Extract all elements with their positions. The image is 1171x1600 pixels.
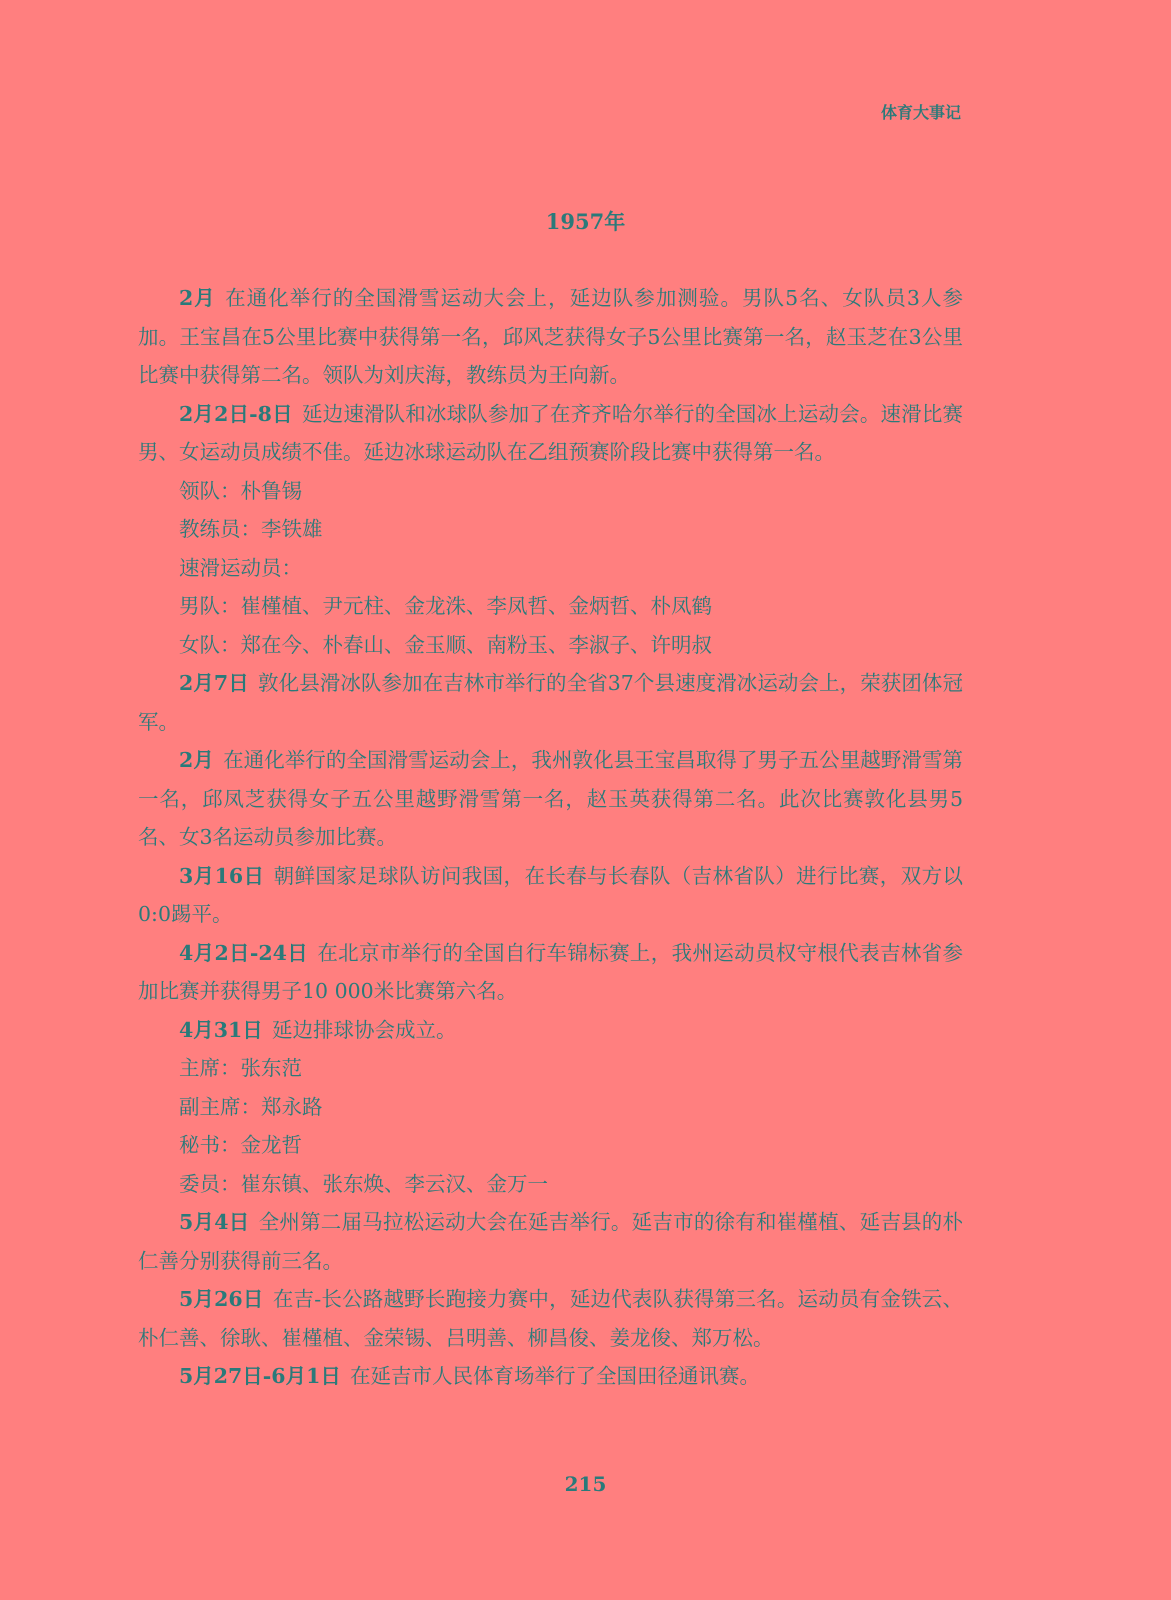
roster-line: 速滑运动员： — [179, 555, 302, 580]
entry-text: 朝鲜国家足球队访问我国，在长春与长春队（吉林省队）进行比赛，双方以0:0踢平。 — [138, 863, 963, 926]
entry-date: 5月27日-6月1日 — [179, 1364, 341, 1388]
chronicle-entry — [138, 664, 963, 741]
roster-line: 男队：崔槿植、尹元柱、金龙洙、李凤哲、金炳哲、朴凤鹤 — [179, 594, 712, 618]
entry-text: 延边速滑队和冰球队参加了在齐齐哈尔举行的全国冰上运动会。速滑比赛男、女运动员成绩不佳。延边冰球运动队在乙组预赛阶段比赛中获得第一名。 — [138, 401, 963, 464]
entry-date: 5月4日 — [179, 1210, 250, 1234]
chronicle-entry — [138, 741, 963, 857]
chronicle-entry — [138, 1011, 963, 1050]
roster-line: 教练员：李铁雄 — [179, 517, 323, 541]
entry-text: 在北京市举行的全国自行车锦标赛上，我州运动员权守根代表吉林省参加比赛并获得男子10 000米比赛第六名。 — [138, 940, 963, 1003]
chronicle-entry — [138, 1280, 963, 1357]
chronicle-entry — [138, 1203, 963, 1280]
entry-date: 2月 — [179, 286, 216, 310]
chronicle-entry — [138, 857, 963, 934]
roster-line: 秘书：金龙哲 — [179, 1133, 302, 1157]
page-title: 1957年 — [545, 209, 626, 234]
roster-line: 领队：朴鲁锡 — [179, 478, 302, 503]
entry-text: 在通化举行的全国滑雪运动大会上，延边队参加测验。男队5名、女队员3人参加。王宝昌在5公里比赛中获得第一名，邱风芝获得女子5公里比赛第一名，赵玉芝在3公里比赛中获得第二名。领队为刘庆海，教练员为王向新。 — [138, 286, 963, 387]
entry-text: 敦化县滑冰队参加在吉林市举行的全省37个县速度滑冰运动会上，荣获团体冠军。 — [138, 671, 963, 734]
roster-line: 副主席：郑永路 — [179, 1094, 323, 1119]
entry-date: 4月31日 — [179, 1017, 263, 1042]
roster-line: 委员：崔东镇、张东焕、李云汉、金万一 — [179, 1171, 548, 1196]
entry-date: 3月16日 — [179, 863, 265, 888]
entry-text: 在通化举行的全国滑雪运动会上，我州敦化县王宝昌取得了男子五公里越野滑雪第一名，邱凤芝获得女子五公里越野滑雪第一名，赵玉英获得第二名。此次比赛敦化县男5名、女3名运动员参加比赛。 — [138, 748, 963, 849]
entry-text: 延边排球协会成立。 — [272, 1017, 457, 1042]
entry-text: 全州第二届马拉松运动大会在延吉举行。延吉市的徐有和崔槿植、延吉县的朴仁善分别获得前三名。 — [138, 1210, 963, 1273]
running-head: 体育大事记 — [880, 103, 961, 122]
entry-text: 在吉-长公路越野长跑接力赛中，延边代表队获得第三名。运动员有金铁云、朴仁善、徐耿、崔槿植、金荣锡、吕明善、柳昌俊、姜龙俊、郑万松。 — [138, 1287, 963, 1350]
roster-line: 女队：郑在今、朴春山、金玉顺、南粉玉、李淑子、许明叔 — [179, 632, 712, 657]
chronicle-entry — [138, 395, 963, 472]
entry-date: 2月 — [179, 748, 214, 772]
roster-line: 主席：张东范 — [179, 1056, 302, 1080]
chronicle-entry — [138, 934, 963, 1011]
entry-date: 2月2日-8日 — [179, 401, 293, 426]
chronicle-entry — [138, 1357, 963, 1396]
entry-text: 在延吉市人民体育场举行了全国田径通讯赛。 — [350, 1364, 761, 1388]
entry-date: 2月7日 — [179, 671, 249, 695]
chronicle-entry — [138, 279, 963, 395]
entry-date: 5月26日 — [179, 1287, 264, 1311]
page-number: 215 — [564, 1472, 607, 1496]
chronicle-body — [138, 279, 963, 1396]
entry-date: 4月2日-24日 — [179, 940, 309, 965]
